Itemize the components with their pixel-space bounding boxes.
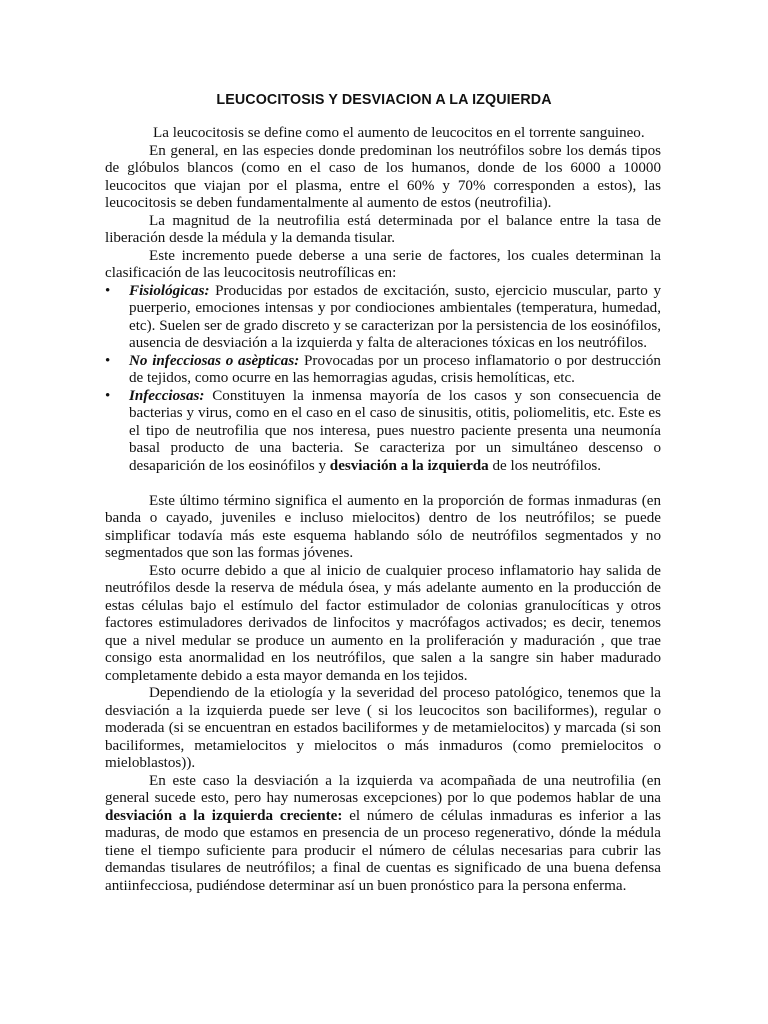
list-item-infecciosas [105,388,661,476]
document-title: LEUCOCITOSIS Y DESVIACION A LA IZQUIERDA [216,92,552,108]
text-fisiologicas: Producidas por estados de excitación, susto, ejercicio muscular, parto y puerperio, emociones intensas y por condiociones ambientales (temperatura, humedad, etc). Suelen ser de grado discreto y se caracterizan por la persistencia de los eosinófilos, ausencia de desviación a la izquierda y falta de alteraciones tóxicas en los neutrófilos. [129,282,661,351]
bullet-icon: • [105,387,111,404]
term-fisiologicas: Fisiológicas: [129,282,210,299]
bold-desviacion: desviación a la izquierda [329,457,489,474]
paragraph-en-este-caso [105,773,661,896]
paragraph-neutrophils: En general, en las especies donde predominan los neutrófilos sobre los demás tipos de glóbulos blancos (como en el caso de los humanos, donde de los 6000 a 10000 leucocitos que viajan por el plasma, entre el 60% y 70% corresponden a estos), las leucocitosis se deben fundamentalmente al aumento de estos (neutrofilia). [105,142,661,211]
bullet-icon: • [105,352,111,369]
text-creciente-b: el número de células inmaduras es inferior a las maduras, de modo que estamos en presencia de un proceso regenerativo, dónde la médula tiene el tiempo suficiente para producir el número de células necesarias para cubrir las demandas tisulares de neutrófilos; a final de cuentas es significado de una buena defensa antiinfecciosa, pudiéndose determinar así un buen pronóstico para la persona enferma. [105,807,661,894]
text-no-infecciosas: Provocadas por un proceso inflamatorio o por destrucción de tejidos, como ocurre en las hemorragias agudas, crisis hemolíticas, etc. [129,352,661,386]
paragraph-ultimo-termino: Este último término significa el aumento en la proporción de formas inmaduras (en banda o cayado, juveniles e incluso mielocitos) dentro de los neutrófilos; se puede simplificar todavía más este esquema hablando sólo de neutrófilos segmentados y no segmentados que son las formas jóvenes. [105,492,661,561]
bullet-icon: • [105,282,111,299]
classification-list [105,283,661,476]
document-body [105,125,661,895]
list-item-no-infecciosas [105,353,661,388]
list-item-fisiologicas [105,283,661,353]
term-infecciosas: Infecciosas: [129,387,205,404]
paragraph-classification: Este incremento puede deberse a una serie de factores, los cuales determinan la clasificación de las leucocitosis neutrofílicas en: [105,247,661,281]
paragraph-dependiendo: Dependiendo de la etiología y la severidad del proceso patológico, tenemos que la desviación a la izquierda puede ser leve ( si los leucocitos son baciliformes), regular o moderada (si se encuentran en estados baciliformes y de metamielocitos) y marcada (si son baciliformes, metamielocitos y mielocitos o más inmaduros (como premielocitos o mieloblastos)). [105,685,661,771]
term-no-infecciosas: No infecciosas o asèpticas: [129,352,300,369]
text-infecciosas-a: Constituyen la inmensa mayoría de los casos y son consecuencia de bacterias y virus, como en el caso en el caso de sinusitis, otitis, poliomelitis, etc. Este es el tipo de neutrofilia que nos interesa, pues nuestro paciente presenta una neumonía basal producto de una bacteria. Se caracteriza por un simultáneo descenso o desaparición de los eosinófilos y [129,387,661,474]
text-infecciosas-b: de los neutrófilos. [488,457,602,474]
bold-creciente: desviación a la izquierda creciente: [105,807,343,824]
text-creciente-a: En este caso la desviación a la izquierda va acompañada de una neutrofilia (en general sucede esto, pero hay numerosas excepciones) por lo que podemos hablar de una [105,772,661,806]
paragraph-esto-ocurre: Esto ocurre debido a que al inicio de cualquier proceso inflamatorio hay salida de neutrófilos desde la reserva de médula ósea, y más adelante aumento en la producción de estas células bajo el estímulo del factor estimulador de colonias granulocíticas y otros factores estimuladores derivados de linfocitos y macrófagos activados; es decir, tenemos que a nivel medular se produce un aumento en la proliferación y maduración , que trae consigo esta anormalidad en los neutrófilos, que salen a la sangre sin haber madurado completamente debido a esta mayor demanda en los tejidos. [105,562,661,684]
paragraph-definition: La leucocitosis se define como el aumento de leucocitos en el torrente sanguineo. [153,125,645,141]
paragraph-magnitude: La magnitud de la neutrofilia está determinada por el balance entre la tasa de liberación desde la médula y la demanda tisular. [105,212,661,246]
blank-line [105,475,661,493]
